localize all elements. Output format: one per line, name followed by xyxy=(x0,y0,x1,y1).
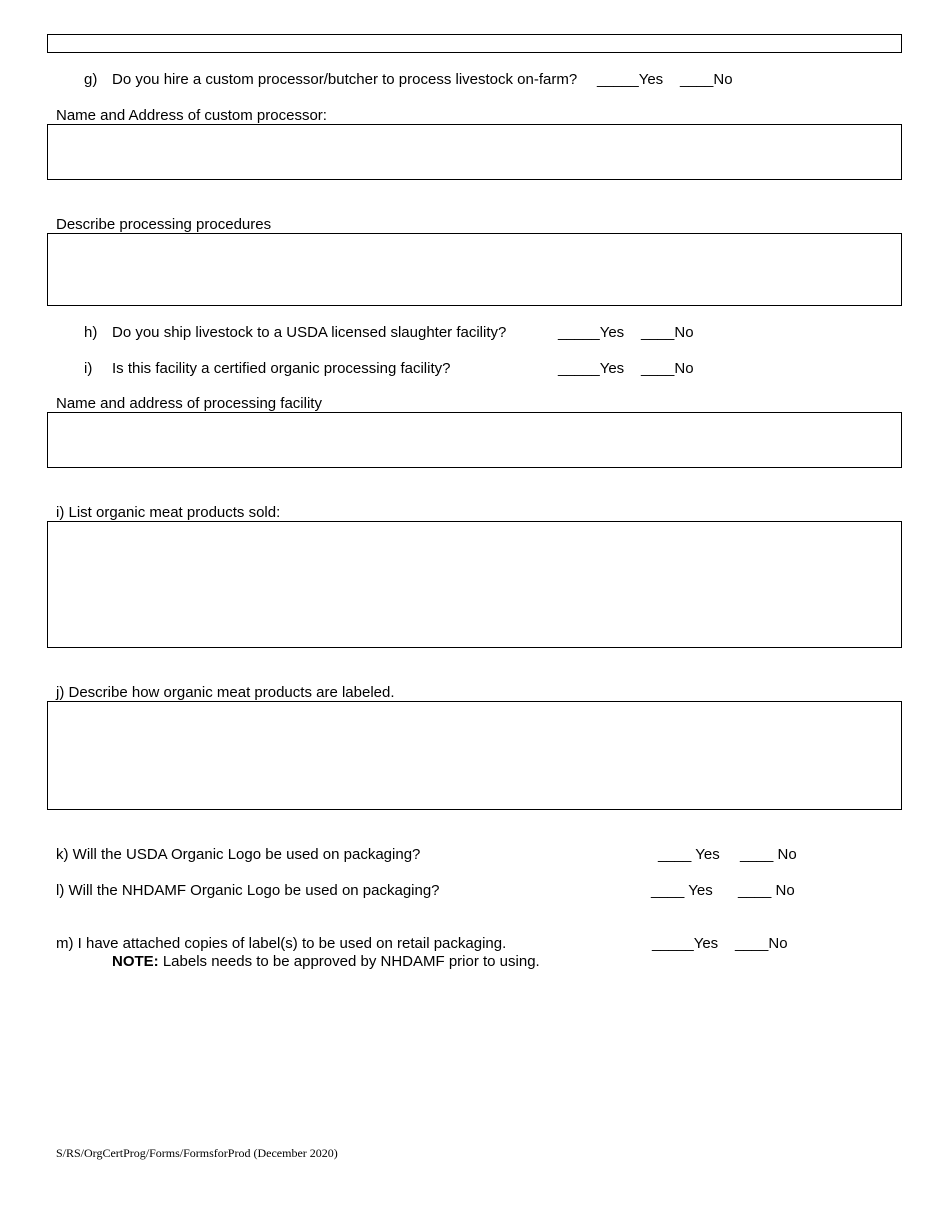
meat-products-label: i) List organic meat products sold: xyxy=(56,504,281,521)
question-g-text: Do you hire a custom processor/butcher to process livestock on-farm? xyxy=(112,71,578,88)
question-g-number: g) xyxy=(84,71,98,88)
question-i-no[interactable]: ____No xyxy=(641,360,694,377)
question-i-yes[interactable]: _____Yes xyxy=(558,360,625,377)
processing-facility-label: Name and address of processing facility xyxy=(56,395,322,412)
question-k-no[interactable]: ____ No xyxy=(740,846,797,863)
question-g-no[interactable]: ____No xyxy=(680,71,733,88)
meat-products-field[interactable] xyxy=(47,521,902,648)
question-m-text: m) I have attached copies of label(s) to be used on retail packaging. xyxy=(56,935,507,952)
question-h-text: Do you ship livestock to a USDA licensed slaughter facility? xyxy=(112,324,507,341)
labeling-field[interactable] xyxy=(47,701,902,810)
processing-procedures-label: Describe processing procedures xyxy=(56,216,272,233)
question-h-yes[interactable]: _____Yes xyxy=(558,324,625,341)
processing-procedures-field[interactable] xyxy=(47,233,902,306)
question-i-text: Is this facility a certified organic processing facility? xyxy=(112,360,451,377)
question-k-text: k) Will the USDA Organic Logo be used on packaging? xyxy=(56,846,421,863)
labeling-label: j) Describe how organic meat products are labeled. xyxy=(56,684,395,701)
question-l-yes[interactable]: ____ Yes xyxy=(651,882,713,899)
question-m-no[interactable]: ____No xyxy=(735,935,788,952)
question-m-note xyxy=(112,953,540,971)
note-label: NOTE: xyxy=(112,953,159,970)
question-i-number: i) xyxy=(84,360,93,377)
question-l-text: l) Will the NHDAMF Organic Logo be used on packaging? xyxy=(56,882,440,899)
question-k-yes[interactable]: ____ Yes xyxy=(658,846,720,863)
footer-form-id: S/RS/OrgCertProg/Forms/FormsforProd (December 2020) xyxy=(56,1146,338,1160)
custom-processor-label: Name and Address of custom processor: xyxy=(56,107,327,124)
question-l-no[interactable]: ____ No xyxy=(738,882,795,899)
top-text-box[interactable] xyxy=(47,34,902,53)
processing-facility-field[interactable] xyxy=(47,412,902,468)
custom-processor-field[interactable] xyxy=(47,124,902,180)
question-g-yes[interactable]: _____Yes xyxy=(597,71,664,88)
note-text: Labels needs to be approved by NHDAMF prior to using. xyxy=(158,953,540,970)
question-h-number: h) xyxy=(84,324,98,341)
question-m-yes[interactable]: _____Yes xyxy=(652,935,719,952)
question-h-no[interactable]: ____No xyxy=(641,324,694,341)
